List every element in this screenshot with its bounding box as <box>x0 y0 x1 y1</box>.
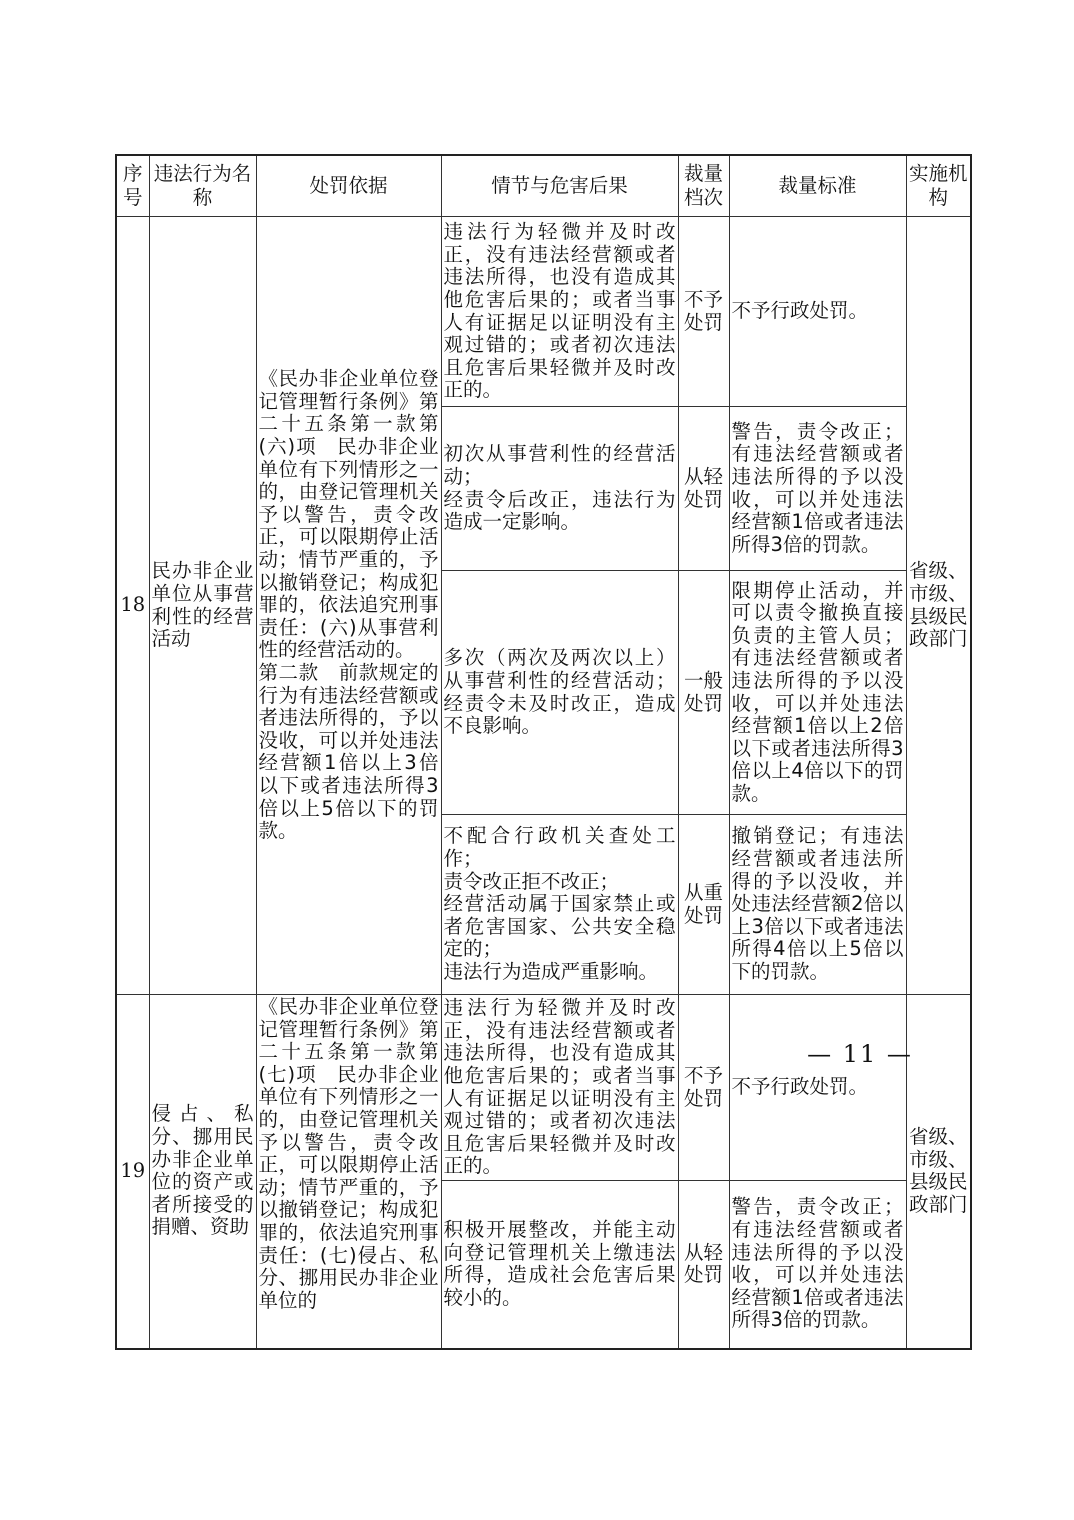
row-seq: 18 <box>116 217 149 995</box>
discretion-level: 不予处罚 <box>678 217 729 407</box>
implementing-agency: 省级、市级、县级民政部门 <box>906 995 971 1349</box>
header-seq: 序号 <box>116 155 149 217</box>
discretion-standard: 限期停止活动，并可以责令撤换直接负责的主管人员；有违法经营额或者违法所得的予以没收，可以并处违法经营额1倍以上2倍以下或者违法所得3倍以上4倍以下的罚款。 <box>729 571 906 815</box>
discretion-standards-table <box>115 154 972 1350</box>
implementing-agency: 省级、市级、县级民政部门 <box>906 217 971 995</box>
discretion-level: 不予处罚 <box>678 995 729 1181</box>
discretion-standard: 警告，责令改正；有违法经营额或者违法所得的予以没收，可以并处违法经营额1倍或者违法所得3倍的罚款。 <box>729 1181 906 1349</box>
discretion-standard: 警告，责令改正；有违法经营额或者违法所得的予以没收，可以并处违法经营额1倍或者违法所得3倍的罚款。 <box>729 407 906 571</box>
penalty-basis: 《民办非企业单位登记管理暂行条例》第二十五条第一款第(六)项 民办非企业单位有下列情形之一的，由登记管理机关予以警告，责令改正，可以限期停止活动；情节严重的，予以撤销登记；构成犯罪的，依法追究刑事责任：(六)从事营利性的经营活动的。 第二款 前款规定的行为有违法经营额或者违法所得的，予以没收，可以并处违法经营额1倍以上3倍以下或者违法所得3倍以上5倍以下的罚款。 <box>256 217 441 995</box>
header-discretion-standard: 裁量标准 <box>729 155 906 217</box>
discretion-standard: 不予行政处罚。 <box>729 995 906 1181</box>
discretion-level: 一般处罚 <box>678 571 729 815</box>
discretion-level: 从轻处罚 <box>678 407 729 571</box>
discretion-standards-table-container <box>115 154 970 1350</box>
table-row <box>116 995 971 1181</box>
table-row <box>116 217 971 407</box>
discretion-level: 从重处罚 <box>678 815 729 995</box>
discretion-level: 从轻处罚 <box>678 1181 729 1349</box>
header-violation-name: 违法行为名称 <box>149 155 256 217</box>
page-number: — 11 — <box>807 1040 913 1068</box>
penalty-basis: 《民办非企业单位登记管理暂行条例》第二十五条第一款第(七)项 民办非企业单位有下列情形之一的，由登记管理机关予以警告，责令改正，可以限期停止活动；情节严重的，予以撤销登记；构成犯罪的，依法追究刑事责任：(七)侵占、私分、挪用民办非企业单位的 <box>256 995 441 1349</box>
circumstance: 积极开展整改，并能主动向登记管理机关上缴违法所得，造成社会危害后果较小的。 <box>441 1181 678 1349</box>
circumstance: 不配合行政机关查处工作； 责令改正拒不改正； 经营活动属于国家禁止或者危害国家、公共安全稳定的； 违法行为造成严重影响。 <box>441 815 678 995</box>
circumstance: 违法行为轻微并及时改正，没有违法经营额或者违法所得，也没有造成其他危害后果的；或者当事人有证据足以证明没有主观过错的；或者初次违法且危害后果轻微并及时改正的。 <box>441 217 678 407</box>
circumstance: 初次从事营利性的经营活动； 经责令后改正，违法行为造成一定影响。 <box>441 407 678 571</box>
violation-name: 民办非企业单位从事营利性的经营活动 <box>149 217 256 995</box>
header-implementing-agency: 实施机构 <box>906 155 971 217</box>
header-discretion-level: 裁量档次 <box>678 155 729 217</box>
circumstance: 多次（两次及两次以上）从事营利性的经营活动；经责令未及时改正，造成不良影响。 <box>441 571 678 815</box>
discretion-standard: 撤销登记；有违法经营额或者违法所得的予以没收，并处违法经营额2倍以上3倍以下或者违法所得4倍以上5倍以下的罚款。 <box>729 815 906 995</box>
circumstance: 违法行为轻微并及时改正，没有违法经营额或者违法所得，也没有造成其他危害后果的；或者当事人有证据足以证明没有主观过错的；或者初次违法且危害后果轻微并及时改正的。 <box>441 995 678 1181</box>
table-header-row <box>116 155 971 217</box>
header-circumstance: 情节与危害后果 <box>441 155 678 217</box>
discretion-standard: 不予行政处罚。 <box>729 217 906 407</box>
violation-name: 侵占、私分、挪用民办非企业单位的资产或者所接受的捐赠、资助 <box>149 995 256 1349</box>
row-seq: 19 <box>116 995 149 1349</box>
header-penalty-basis: 处罚依据 <box>256 155 441 217</box>
